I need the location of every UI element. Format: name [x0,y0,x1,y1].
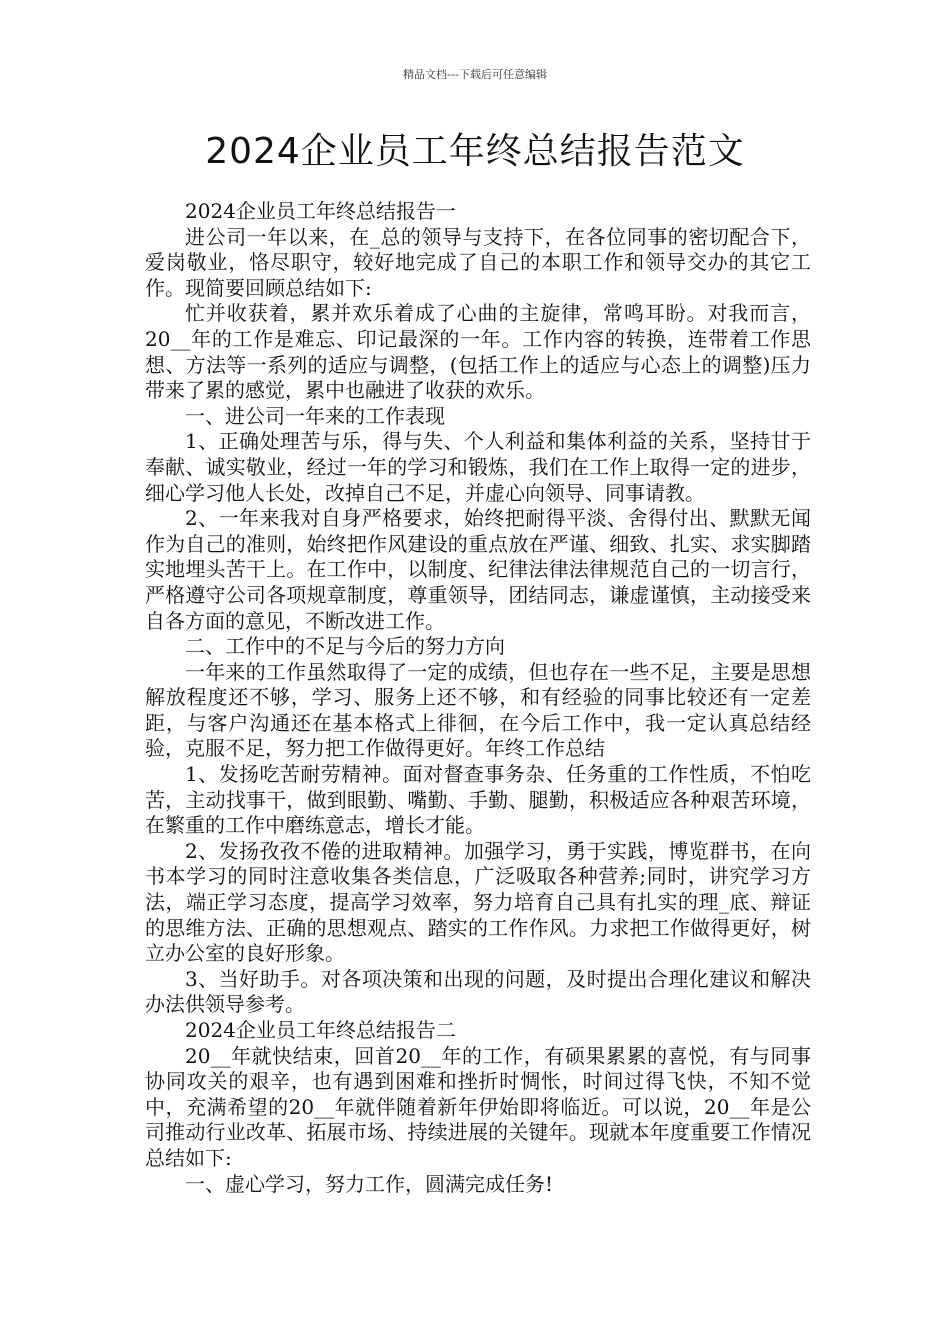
paragraph-performance-1: 1、正确处理苦与乐，得与失、个人利益和集体利益的关系，坚持甘于奉献、诚实敬业，经过一年的学习和锻炼，我们在工作上取得一定的进步，细心学习他人长处，改掉自己不足，并虚心向领导、同事请教。 [145,429,811,505]
paragraph-year-review: 20__年就快结束，回首20__年的工作，有硕果累累的喜悦，有与同事协同攻关的艰辛，也有遇到困难和挫折时惆怅，时间过得飞快，不知不觉中，充满希望的20__年就伴随着新年伊始即将临近。可以说，20__年是公司推动行业改革、拓展市场、持续进展的关键年。现就本年度重要工作情况总结如下: [145,1043,811,1170]
paragraph-performance-2: 2、一年来我对自身严格要求，始终把耐得平淡、舍得付出、默默无闻作为自己的准则，始终把作风建设的重点放在严谨、细致、扎实、求实脚踏实地埋头苦干上。在工作中，以制度、纪律法律法律规范自己的一切言行，严格遵守公司各项规章制度，尊重领导，团结同志，谦虚谨慎，主动接受来自各方面的意见，不断改进工作。 [145,506,811,633]
page-title: 2024企业员工年终总结报告范文 [205,131,745,172]
paragraph-plan-3: 3、当好助手。对各项决策和出现的问题，及时提出合理化建议和解决办法供领导参考。 [145,966,811,1017]
section-heading-performance: 一、进公司一年来的工作表现 [185,403,445,428]
paragraph-intro: 进公司一年以来，在_总的领导与支持下，在各位同事的密切配合下，爱岗敬业，恪尽职守，较好地完成了自己的本职工作和领导交办的其它工作。现简要回顾总结如下: [145,224,811,300]
section-heading-report-one: 2024企业员工年终总结报告一 [185,199,456,223]
section-heading-learning: 一、虚心学习，努力工作，圆满完成任务! [185,1171,554,1196]
header-note: 精品文档---下载后可任意编辑 [403,68,547,81]
paragraph-plan-1: 1、发扬吃苦耐劳精神。面对督查事务杂、任务重的工作性质，不怕吃苦，主动找事干，做到眼勤、嘴勤、手勤、腿勤，积极适应各种艰苦环境，在繁重的工作中磨练意志，增长才能。 [145,762,811,838]
paragraph-plan-2: 2、发扬孜孜不倦的进取精神。加强学习，勇于实践，博览群书，在向书本学习的同时注意收集各类信息，广泛吸取各种营养;同时，讲究学习方法，端正学习态度，提高学习效率，努力培育自己具有扎实的理_底、辩证的思维方法、正确的思想观点、踏实的工作作风。力求把工作做得更好，树立办公室的良好形象。 [145,838,811,966]
paragraph-shortcomings: 一年来的工作虽然取得了一定的成绩，但也存在一些不足，主要是思想解放程度还不够，学习、服务上还不够，和有经验的同事比较还有一定差距，与客户沟通还在基本格式上徘徊，在今后工作中，我一定认真总结经验，克服不足，努力把工作做得更好。年终工作总结 [145,659,811,761]
paragraph-reflection: 忙并收获着，累并欢乐着成了心曲的主旋律，常鸣耳盼。对我而言，20__年的工作是难忘、印记最深的一年。工作内容的转换，连带着工作思想、方法等一系列的适应与调整，(包括工作上的适应与心态上的调整)压力带来了累的感觉，累中也融进了收获的欢乐。 [145,301,811,403]
document-body [145,199,811,1197]
section-heading-report-two: 2024企业员工年终总结报告二 [185,1018,456,1042]
section-heading-shortcomings: 二、工作中的不足与今后的努力方向 [185,634,505,659]
